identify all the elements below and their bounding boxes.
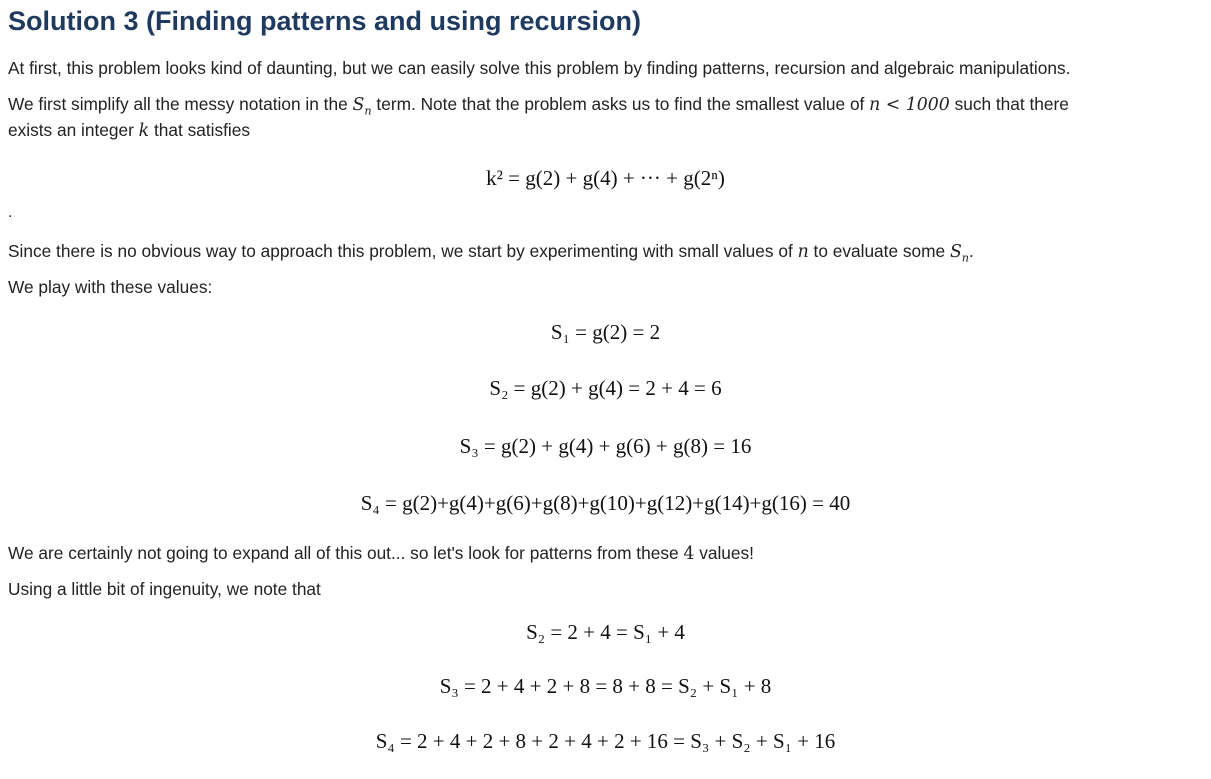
- intro-paragraph: At first, this problem looks kind of daunting, but we can easily solve this problem by finding patterns, recursion and algebraic manipulations.: [8, 58, 1071, 78]
- equation-s2: S₂ = g(2) + g(4) = 2 + 4 = 6: [489, 376, 722, 400]
- recursion-s2: S₂ = 2 + 4 = S₁ + 4: [526, 620, 685, 644]
- solution-title: Solution 3 (Finding patterns and using recursion): [8, 6, 642, 36]
- n-symbol: n: [797, 242, 809, 262]
- inequality-n-less-1000: n < 1000: [869, 95, 950, 115]
- equation-s1: S₁ = g(2) = 2: [550, 320, 661, 344]
- equation-s4: S₄ = g(2)+g(4)+g(6)+g(8)+g(10)+g(12)+g(14)+g(16) = 40: [360, 491, 851, 515]
- experiment-paragraph: Since there is no obvious way to approach this problem, we start by experimenting with small values of n to evaluate some $S_n$.: [8, 241, 974, 265]
- k-symbol: k: [138, 121, 150, 141]
- ingenuity-paragraph: Using a little bit of ingenuity, we note that: [8, 579, 321, 599]
- sn-symbol: $S_n$: [949, 242, 970, 265]
- patterns-paragraph: We are certainly not going to expand all of this out... so let's look for patterns from these 4 values!: [8, 543, 754, 564]
- four-number: 4: [683, 544, 695, 564]
- play-paragraph: We play with these values:: [8, 277, 213, 297]
- sn-symbol: $S_n$: [352, 95, 372, 118]
- recursion-s3: S₃ = 2 + 4 + 2 + 8 = 8 + 8 = S₂ + S₁ + 8: [439, 674, 772, 698]
- simplify-paragraph-line-2: exists an integer k that satisfies: [8, 120, 251, 141]
- recursion-s4: S₄ = 2 + 4 + 2 + 8 + 2 + 4 + 2 + 16 = S₃ + S₂ + S₁ + 16: [375, 729, 836, 753]
- equation-k-squared: k² = g(2) + g(4) + ··· + g(2ⁿ): [486, 166, 725, 190]
- stray-period: .: [8, 204, 13, 221]
- equation-s3: S₃ = g(2) + g(4) + g(6) + g(8) = 16: [459, 434, 752, 458]
- simplify-paragraph-line-1: We first simplify all the messy notation in the $S_n$ term. Note that the problem asks us to find the smallest value of n < 1000 such that there: [8, 94, 1069, 118]
